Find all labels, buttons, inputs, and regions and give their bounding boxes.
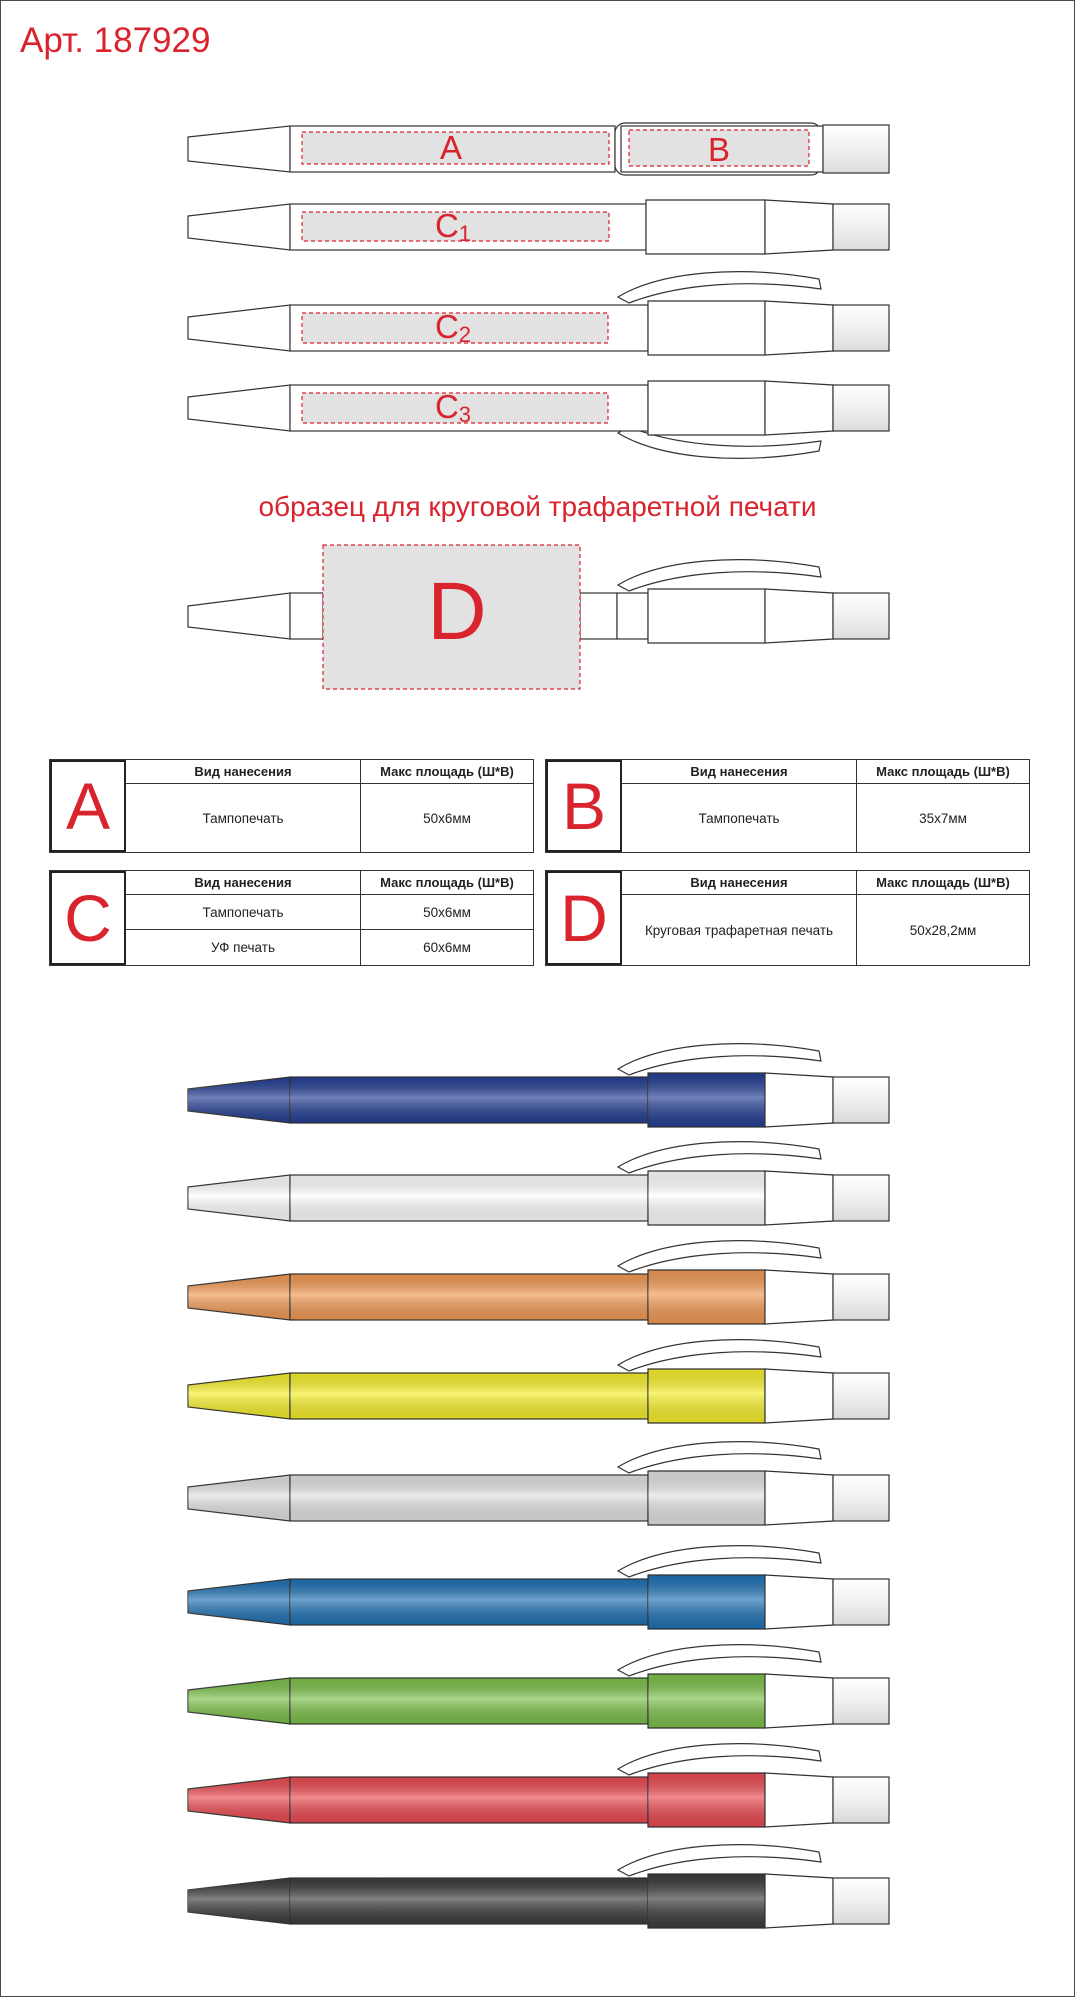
table-b-letter: B xyxy=(546,760,622,852)
pen-clip xyxy=(618,1142,821,1173)
table-b-row1-method: Тампопечать xyxy=(698,810,780,826)
pen-barrel-shine xyxy=(290,1678,648,1724)
pen-grip-shine xyxy=(648,1575,765,1629)
pen-variant-yellow xyxy=(188,1340,889,1423)
pen-button xyxy=(833,1475,889,1521)
table-d-row1-area: 50x28,2мм xyxy=(856,895,1029,965)
table-b-header-method: Вид нанесения xyxy=(622,760,856,784)
table-a-letter: A xyxy=(50,760,126,852)
pen-tip-shine xyxy=(188,1274,290,1320)
zone-c2-letter: C xyxy=(434,308,459,345)
pen-button xyxy=(833,1373,889,1419)
zone-c3-letter: C xyxy=(434,388,459,425)
pen-button xyxy=(833,1777,889,1823)
table-d-letter: D xyxy=(546,871,622,965)
zone-a-label: A xyxy=(439,129,463,166)
pen-button xyxy=(833,1077,889,1123)
table-c-row1-area: 50x6мм xyxy=(360,895,533,929)
color-variants xyxy=(1,1,1074,1996)
table-a-header-area: Макс площадь (Ш*В) xyxy=(360,760,533,784)
pen-button xyxy=(833,1678,889,1724)
pen-clip xyxy=(618,1744,821,1775)
pen-end xyxy=(765,1369,833,1423)
pen-tip-shine xyxy=(188,1077,290,1123)
pen-barrel-shine xyxy=(290,1077,648,1123)
pen-variant-white xyxy=(188,1142,889,1225)
pen-end xyxy=(765,1674,833,1728)
table-c-row1-method: Тампопечать xyxy=(202,904,284,920)
pen-clip xyxy=(618,1442,821,1473)
table-c-header-area: Макс площадь (Ш*В) xyxy=(360,871,533,895)
pen-barrel-shine xyxy=(290,1175,648,1221)
pen-button xyxy=(833,1175,889,1221)
pen-end xyxy=(765,1171,833,1225)
pen-end xyxy=(765,1073,833,1127)
pen-end xyxy=(765,1575,833,1629)
pen-grip-shine xyxy=(648,1874,765,1928)
pen-end xyxy=(765,1773,833,1827)
table-d-row1-method: Круговая трафаретная печать xyxy=(644,922,834,938)
pen-end xyxy=(765,1874,833,1928)
pen-variant-blue xyxy=(188,1044,889,1127)
zone-c1-letter: C xyxy=(434,207,459,244)
pen-barrel-shine xyxy=(290,1475,648,1521)
pen-variant-orange xyxy=(188,1241,889,1324)
zone-c2-sub: 2 xyxy=(458,322,472,347)
table-a-row1-method: Тампопечать xyxy=(202,810,284,826)
zone-d-label: D xyxy=(427,566,487,657)
table-d-header-method: Вид нанесения xyxy=(622,871,856,895)
pen-tip-shine xyxy=(188,1678,290,1724)
pen-tip-shine xyxy=(188,1878,290,1924)
pen-barrel-shine xyxy=(290,1777,648,1823)
pen-barrel-shine xyxy=(290,1878,648,1924)
pen-tip-shine xyxy=(188,1777,290,1823)
zone-b-label: B xyxy=(707,131,731,168)
pen-end xyxy=(765,1471,833,1525)
table-c-row2-method: УФ печать xyxy=(126,929,360,965)
pen-clip xyxy=(618,1845,821,1876)
pen-tip-shine xyxy=(188,1175,290,1221)
pen-barrel-shine xyxy=(290,1579,648,1625)
pen-grip-shine xyxy=(648,1674,765,1728)
pen-variant-light-blue xyxy=(188,1546,889,1629)
table-d-header-area: Макс площадь (Ш*В) xyxy=(856,871,1029,895)
pen-grip-shine xyxy=(648,1171,765,1225)
pen-grip-shine xyxy=(648,1773,765,1827)
article-number: Арт. 187929 xyxy=(20,21,211,60)
pen-tip-shine xyxy=(188,1475,290,1521)
table-c-letter: C xyxy=(50,871,126,965)
pen-button xyxy=(833,1274,889,1320)
pen-end xyxy=(765,1270,833,1324)
pen-variant-black xyxy=(188,1845,889,1928)
sample-caption: образец для круговой трафаретной печати xyxy=(258,491,817,522)
pen-clip xyxy=(618,1546,821,1577)
pen-clip xyxy=(618,1044,821,1075)
pen-variant-green xyxy=(188,1645,889,1728)
table-b-row1-area: 35x7мм xyxy=(856,784,1029,852)
pen-tip-shine xyxy=(188,1373,290,1419)
table-b-header-area: Макс площадь (Ш*В) xyxy=(856,760,1029,784)
pen-clip xyxy=(618,1241,821,1272)
pen-button xyxy=(833,1878,889,1924)
zone-c3-sub: 3 xyxy=(458,402,472,427)
zone-c1-sub: 1 xyxy=(458,221,472,246)
pen-clip xyxy=(618,1645,821,1676)
pen-grip-shine xyxy=(648,1471,765,1525)
table-c-header-method: Вид нанесения xyxy=(126,871,360,895)
pen-grip-shine xyxy=(648,1270,765,1324)
pen-button xyxy=(833,1579,889,1625)
table-a-header-method: Вид нанесения xyxy=(126,760,360,784)
pen-barrel-shine xyxy=(290,1373,648,1419)
pen-grip-shine xyxy=(648,1073,765,1127)
pen-variant-silver xyxy=(188,1442,889,1525)
pen-clip xyxy=(618,1340,821,1371)
pen-tip-shine xyxy=(188,1579,290,1625)
pen-variant-red xyxy=(188,1744,889,1827)
pen-grip-shine xyxy=(648,1369,765,1423)
table-c-row2-area: 60x6мм xyxy=(360,929,533,965)
pen-barrel-shine xyxy=(290,1274,648,1320)
table-a-row1-area: 50x6мм xyxy=(360,784,533,852)
